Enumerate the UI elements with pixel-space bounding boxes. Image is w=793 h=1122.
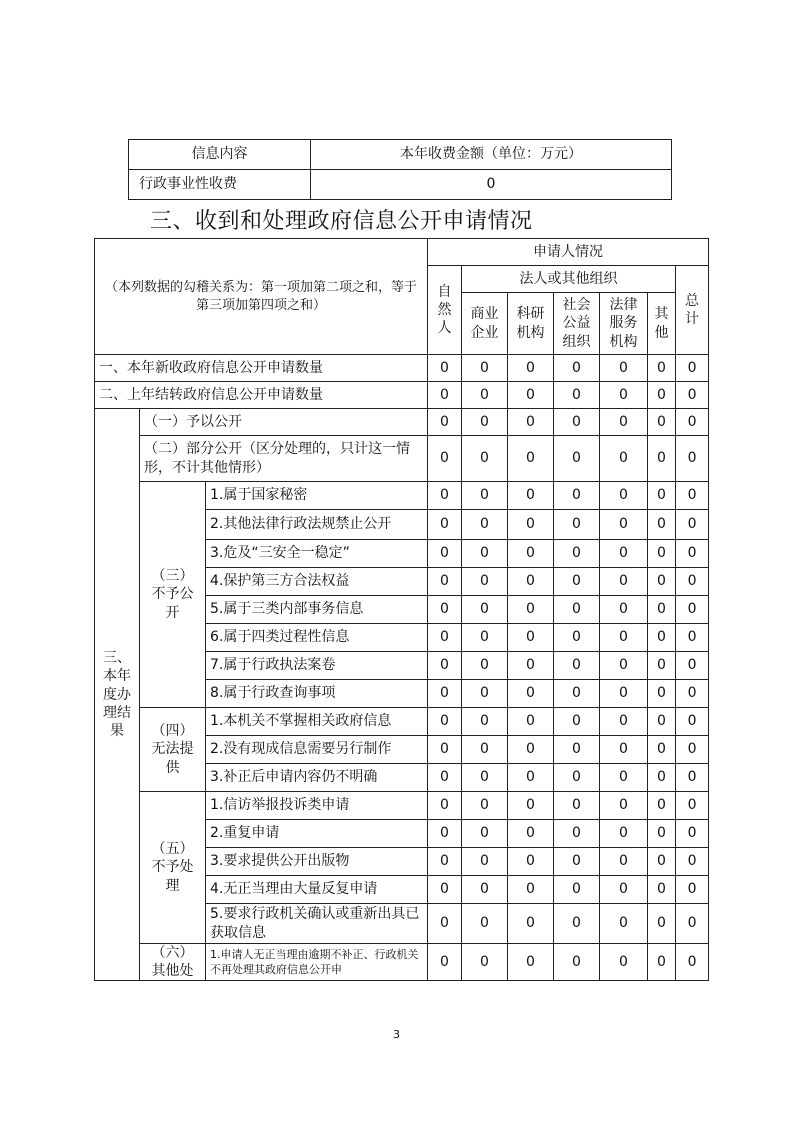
value-cell: 0 — [676, 944, 709, 981]
value-cell: 0 — [462, 540, 508, 568]
value-cell: 0 — [462, 510, 508, 540]
value-cell: 0 — [462, 436, 508, 482]
value-cell: 0 — [508, 876, 554, 904]
value-cell: 0 — [648, 482, 676, 510]
value-cell: 0 — [508, 510, 554, 540]
value-cell: 0 — [676, 355, 709, 382]
value-cell: 0 — [554, 540, 600, 568]
value-cell: 0 — [676, 382, 709, 409]
value-cell: 0 — [676, 409, 709, 436]
result-group-label: 三、 本年 度办 理结 果 — [95, 409, 140, 981]
value-cell: 0 — [648, 736, 676, 764]
value-cell: 0 — [676, 764, 709, 792]
item-label: 1.本机关不掌握相关政府信息 — [206, 708, 428, 736]
value-cell: 0 — [648, 510, 676, 540]
value-cell: 0 — [508, 680, 554, 708]
value-cell: 0 — [554, 944, 600, 981]
value-cell: 0 — [600, 848, 648, 876]
value-cell: 0 — [462, 355, 508, 382]
result-partial-label: （二）部分公开（区分处理的，只计这一情形，不计其他情形） — [140, 436, 428, 482]
group-label-not-processed: （五） 不予处 理 — [140, 792, 206, 944]
value-cell: 0 — [554, 436, 600, 482]
value-cell: 0 — [554, 510, 600, 540]
application-table — [94, 238, 709, 981]
value-cell: 0 — [554, 652, 600, 680]
col-other: 其 他 — [648, 293, 676, 355]
summary-row-1 — [95, 355, 709, 382]
value-cell: 0 — [428, 510, 462, 540]
value-cell: 0 — [600, 436, 648, 482]
value-cell: 0 — [648, 540, 676, 568]
value-cell: 0 — [554, 680, 600, 708]
value-cell: 0 — [600, 382, 648, 409]
value-cell: 0 — [676, 904, 709, 944]
application-table-body — [95, 239, 709, 981]
value-cell: 0 — [600, 764, 648, 792]
value-cell: 0 — [600, 792, 648, 820]
value-cell: 0 — [600, 568, 648, 596]
value-cell: 0 — [462, 876, 508, 904]
value-cell: 0 — [554, 876, 600, 904]
value-cell: 0 — [676, 736, 709, 764]
item-label: 5.属于三类内部事务信息 — [206, 596, 428, 624]
value-cell: 0 — [600, 624, 648, 652]
value-cell: 0 — [676, 820, 709, 848]
value-cell: 0 — [676, 510, 709, 540]
value-cell: 0 — [554, 736, 600, 764]
value-cell: 0 — [428, 944, 462, 981]
value-cell: 0 — [676, 680, 709, 708]
value-cell: 0 — [462, 848, 508, 876]
result-disclosed-label: （一）予以公开 — [140, 409, 428, 436]
value-cell: 0 — [676, 436, 709, 482]
value-cell: 0 — [508, 482, 554, 510]
value-cell: 0 — [648, 708, 676, 736]
value-cell: 0 — [600, 708, 648, 736]
value-cell: 0 — [554, 355, 600, 382]
value-cell: 0 — [508, 540, 554, 568]
value-cell: 0 — [554, 382, 600, 409]
value-cell: 0 — [648, 596, 676, 624]
value-cell: 0 — [676, 848, 709, 876]
page-number: 3 — [393, 1028, 400, 1041]
value-cell: 0 — [428, 624, 462, 652]
fee-row-value: 0 — [311, 170, 672, 200]
value-cell: 0 — [554, 568, 600, 596]
value-cell: 0 — [648, 355, 676, 382]
legal-org-header: 法人或其他组织 — [462, 266, 676, 293]
item-label: 6.属于四类过程性信息 — [206, 624, 428, 652]
group-label-not-disclosed: （三） 不予公 开 — [140, 482, 206, 708]
value-cell: 0 — [462, 652, 508, 680]
item-label: 2.重复申请 — [206, 820, 428, 848]
value-cell: 0 — [508, 652, 554, 680]
col-total: 总 计 — [676, 266, 709, 355]
value-cell: 0 — [462, 944, 508, 981]
value-cell: 0 — [648, 848, 676, 876]
value-cell: 0 — [554, 848, 600, 876]
value-cell: 0 — [428, 764, 462, 792]
item-label: 3.危及“三安全一稳定” — [206, 540, 428, 568]
value-cell: 0 — [600, 596, 648, 624]
value-cell: 0 — [676, 792, 709, 820]
value-cell: 0 — [600, 904, 648, 944]
value-cell: 0 — [428, 409, 462, 436]
value-cell: 0 — [508, 624, 554, 652]
value-cell: 0 — [648, 624, 676, 652]
item-label: 3.要求提供公开出版物 — [206, 848, 428, 876]
value-cell: 0 — [648, 568, 676, 596]
value-cell: 0 — [600, 944, 648, 981]
value-cell: 0 — [462, 382, 508, 409]
item-label: 2.没有现成信息需要另行制作 — [206, 736, 428, 764]
value-cell: 0 — [648, 382, 676, 409]
value-cell: 0 — [676, 624, 709, 652]
item-label: 1.信访举报投诉类申请 — [206, 792, 428, 820]
value-cell: 0 — [462, 708, 508, 736]
value-cell: 0 — [428, 540, 462, 568]
value-cell: 0 — [554, 596, 600, 624]
value-cell: 0 — [648, 680, 676, 708]
value-cell: 0 — [508, 596, 554, 624]
value-cell: 0 — [676, 596, 709, 624]
value-cell: 0 — [462, 624, 508, 652]
summary-row-label: 一、本年新收政府信息公开申请数量 — [95, 355, 428, 382]
value-cell: 0 — [648, 764, 676, 792]
value-cell: 0 — [600, 482, 648, 510]
value-cell: 0 — [508, 382, 554, 409]
value-cell: 0 — [600, 652, 648, 680]
value-cell: 0 — [428, 436, 462, 482]
value-cell: 0 — [428, 355, 462, 382]
result-row-not-disclosed — [95, 482, 709, 510]
value-cell: 0 — [676, 876, 709, 904]
value-cell: 0 — [600, 409, 648, 436]
value-cell: 0 — [462, 820, 508, 848]
col-legal-service: 法律 服务 机构 — [600, 293, 648, 355]
value-cell: 0 — [508, 820, 554, 848]
value-cell: 0 — [600, 680, 648, 708]
item-label: 1.申请人无正当理由逾期不补正、行政机关不再处理其政府信息公开申 — [206, 944, 428, 981]
value-cell: 0 — [554, 409, 600, 436]
value-cell: 0 — [508, 568, 554, 596]
result-row-other-handling — [95, 944, 709, 981]
summary-row-2 — [95, 382, 709, 409]
value-cell: 0 — [462, 904, 508, 944]
fee-row-label: 行政事业性收费 — [129, 170, 311, 200]
value-cell: 0 — [600, 540, 648, 568]
col-business: 商业 企业 — [462, 293, 508, 355]
value-cell: 0 — [648, 409, 676, 436]
value-cell: 0 — [428, 680, 462, 708]
header-row-1 — [95, 239, 709, 266]
col-research: 科研 机构 — [508, 293, 554, 355]
item-label: 4.无正当理由大量反复申请 — [206, 876, 428, 904]
value-cell: 0 — [508, 764, 554, 792]
result-row-cannot-provide — [95, 708, 709, 736]
value-cell: 0 — [508, 355, 554, 382]
value-cell: 0 — [554, 820, 600, 848]
value-cell: 0 — [428, 596, 462, 624]
fee-data-row — [129, 170, 672, 200]
value-cell: 0 — [648, 904, 676, 944]
item-label: 3.补正后申请内容仍不明确 — [206, 764, 428, 792]
value-cell: 0 — [462, 409, 508, 436]
value-cell: 0 — [676, 708, 709, 736]
value-cell: 0 — [462, 680, 508, 708]
result-row-not-processed — [95, 792, 709, 820]
value-cell: 0 — [428, 482, 462, 510]
value-cell: 0 — [508, 792, 554, 820]
value-cell: 0 — [508, 409, 554, 436]
value-cell: 0 — [648, 820, 676, 848]
value-cell: 0 — [600, 355, 648, 382]
value-cell: 0 — [648, 652, 676, 680]
item-label: 2.其他法律行政法规禁止公开 — [206, 510, 428, 540]
value-cell: 0 — [554, 904, 600, 944]
item-label: 1.属于国家秘密 — [206, 482, 428, 510]
group-label-cannot-provide: （四） 无法提 供 — [140, 708, 206, 792]
fee-header-content: 信息内容 — [129, 140, 311, 170]
value-cell: 0 — [428, 848, 462, 876]
value-cell: 0 — [508, 736, 554, 764]
fee-header-amount: 本年收费金额（单位：万元） — [311, 140, 672, 170]
value-cell: 0 — [462, 568, 508, 596]
value-cell: 0 — [600, 876, 648, 904]
item-label: 7.属于行政执法案卷 — [206, 652, 428, 680]
value-cell: 0 — [676, 540, 709, 568]
value-cell: 0 — [428, 820, 462, 848]
reconciliation-note: （本列数据的勾稽关系为：第一项加第二项之和，等于第三项加第四项之和） — [95, 239, 428, 355]
value-cell: 0 — [462, 596, 508, 624]
value-cell: 0 — [428, 382, 462, 409]
value-cell: 0 — [508, 848, 554, 876]
value-cell: 0 — [508, 436, 554, 482]
value-cell: 0 — [554, 764, 600, 792]
value-cell: 0 — [428, 736, 462, 764]
value-cell: 0 — [508, 904, 554, 944]
value-cell: 0 — [508, 944, 554, 981]
value-cell: 0 — [648, 944, 676, 981]
value-cell: 0 — [428, 652, 462, 680]
col-social-welfare: 社会 公益 组织 — [554, 293, 600, 355]
value-cell: 0 — [648, 436, 676, 482]
value-cell: 0 — [554, 482, 600, 510]
value-cell: 0 — [462, 764, 508, 792]
value-cell: 0 — [676, 652, 709, 680]
value-cell: 0 — [648, 792, 676, 820]
summary-row-label: 二、上年结转政府信息公开申请数量 — [95, 382, 428, 409]
result-row-partial — [95, 436, 709, 482]
value-cell: 0 — [554, 624, 600, 652]
value-cell: 0 — [600, 510, 648, 540]
value-cell: 0 — [648, 876, 676, 904]
value-cell: 0 — [676, 568, 709, 596]
value-cell: 0 — [462, 792, 508, 820]
value-cell: 0 — [428, 792, 462, 820]
value-cell: 0 — [600, 736, 648, 764]
value-cell: 0 — [428, 568, 462, 596]
item-label: 8.属于行政查询事项 — [206, 680, 428, 708]
col-natural-person: 自 然 人 — [428, 266, 462, 355]
group-label-other-handling: （六） 其他处 — [140, 944, 206, 981]
item-label: 4.保护第三方合法权益 — [206, 568, 428, 596]
fee-header-row — [129, 140, 672, 170]
value-cell: 0 — [428, 876, 462, 904]
result-row-disclosed — [95, 409, 709, 436]
value-cell: 0 — [462, 736, 508, 764]
item-label: 5.要求行政机关确认或重新出具已获取信息 — [206, 904, 428, 944]
applicant-header: 申请人情况 — [428, 239, 709, 266]
value-cell: 0 — [428, 904, 462, 944]
value-cell: 0 — [462, 482, 508, 510]
value-cell: 0 — [600, 820, 648, 848]
fee-table — [128, 139, 672, 200]
section-title: 三、收到和处理政府信息公开申请情况 — [150, 209, 533, 234]
value-cell: 0 — [554, 792, 600, 820]
value-cell: 0 — [508, 708, 554, 736]
value-cell: 0 — [428, 708, 462, 736]
value-cell: 0 — [554, 708, 600, 736]
value-cell: 0 — [676, 482, 709, 510]
